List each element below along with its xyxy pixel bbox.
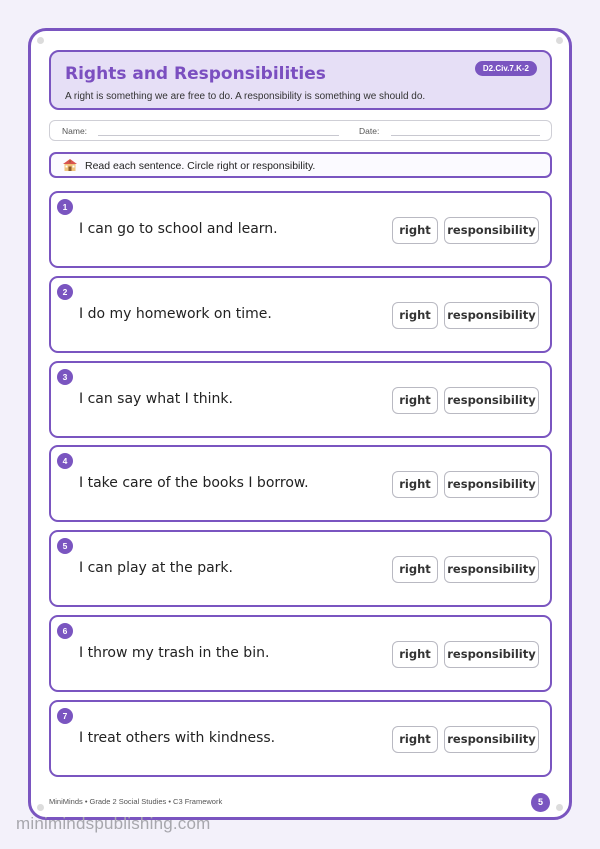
option-responsibility-button[interactable]: responsibility [444,217,539,244]
question-sentence: I do my homework on time. [79,306,272,322]
option-responsibility-button[interactable]: responsibility [444,302,539,329]
corner-dot [556,804,563,811]
option-responsibility-button[interactable]: responsibility [444,387,539,414]
worksheet-header [49,50,552,110]
question-number: 4 [57,453,73,469]
option-responsibility-button[interactable]: responsibility [444,556,539,583]
question-card [49,276,552,353]
option-right-button[interactable]: right [392,556,438,583]
question-number: 7 [57,708,73,724]
question-number: 1 [57,199,73,215]
option-responsibility-button[interactable]: responsibility [444,471,539,498]
date-field[interactable] [391,135,540,136]
page-subtitle: A right is something we are free to do. A responsibility is something we should do. [65,91,426,102]
option-right-button[interactable]: right [392,302,438,329]
option-right-button[interactable]: right [392,217,438,244]
question-card [49,445,552,522]
option-responsibility-button[interactable]: responsibility [444,726,539,753]
name-label: Name: [62,126,88,136]
page-number-badge: 5 [531,793,550,812]
question-number: 6 [57,623,73,639]
question-card [49,191,552,268]
option-right-button[interactable]: right [392,471,438,498]
question-sentence: I take care of the books I borrow. [79,475,309,491]
school-house-icon [62,158,78,172]
option-responsibility-button[interactable]: responsibility [444,641,539,668]
instructions-box [49,152,552,178]
standard-code-badge: D2.Civ.7.K-2 [475,61,537,76]
question-card [49,615,552,692]
instructions-text: Read each sentence. Circle right or responsibility. [85,160,316,172]
option-right-button[interactable]: right [392,387,438,414]
worksheet-page [28,28,572,820]
name-date-bar [49,120,552,141]
corner-dot [37,37,44,44]
question-card [49,361,552,438]
page-title: Rights and Responsibilities [65,64,326,84]
question-card [49,530,552,607]
question-sentence: I can say what I think. [79,391,233,407]
page-footer: MiniMinds • Grade 2 Social Studies • C3 Framework [49,797,223,806]
corner-dot [37,804,44,811]
question-sentence: I can play at the park. [79,560,233,576]
question-sentence: I treat others with kindness. [79,730,276,746]
question-sentence: I throw my trash in the bin. [79,645,270,661]
question-number: 5 [57,538,73,554]
corner-dot [556,37,563,44]
question-sentence: I can go to school and learn. [79,221,278,237]
option-right-button[interactable]: right [392,641,438,668]
publisher-watermark: minimindspublishing.com [16,814,211,833]
name-field[interactable] [98,135,339,136]
question-number: 3 [57,369,73,385]
date-label: Date: [359,126,380,136]
option-right-button[interactable]: right [392,726,438,753]
question-number: 2 [57,284,73,300]
question-card [49,700,552,777]
